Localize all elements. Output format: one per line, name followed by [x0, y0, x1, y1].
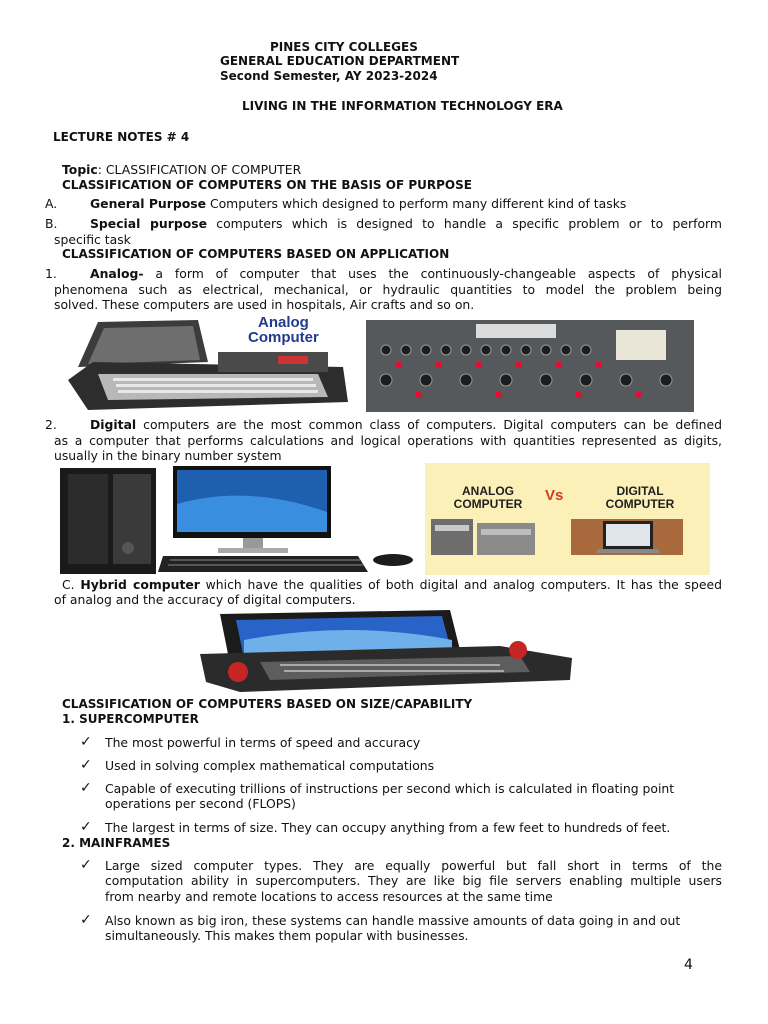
main-bullet-1-line2: computation ability in supercomputers. They are like big file servers enabling multiple users: [105, 873, 722, 888]
page-number: 4: [684, 957, 693, 973]
purpose-marker-b: B.: [45, 216, 58, 231]
hybrid-marker: C.: [62, 577, 75, 592]
topic-label: Topic: [62, 162, 98, 177]
super-bullet-3-line2: operations per second (FLOPS): [105, 796, 296, 811]
digital-term: Digital: [90, 417, 137, 432]
digital-line2: as a computer that performs calculations and logical operations with quantities represented as digits,: [54, 433, 722, 448]
analog-line2: phenomena such as electrical, mechanical, or hydraulic quantities to model the problem being: [54, 282, 722, 297]
digital-marker: 2.: [45, 417, 57, 432]
purpose-heading: CLASSIFICATION OF COMPUTERS ON THE BASIS OF PURPOSE: [62, 178, 472, 192]
analog-term: Analog-: [90, 266, 144, 281]
vs-label: Vs: [545, 487, 564, 504]
analog-caption: [248, 315, 319, 345]
purpose-marker-a: A.: [45, 196, 58, 211]
main-bullet-2-line1: Also known as big iron, these systems can handle massive amounts of data going in and out: [105, 913, 681, 928]
super-bullet-3-line1: Capable of executing trillions of instructions per second which is calculated in floating point: [105, 781, 675, 796]
supercomputer-title: 1. SUPERCOMPUTER: [62, 712, 199, 726]
lecture-number: LECTURE NOTES # 4: [53, 130, 190, 144]
digital-computer-image: [58, 464, 418, 576]
main-bullet-2-line2: simultaneously. This makes them popular with businesses.: [105, 928, 469, 943]
analog-computer-image: [68, 312, 353, 412]
analog-text-1: a form of computer that uses the continuously-changeable aspects of physical: [143, 266, 722, 281]
analog-caption-line1: Analog: [258, 314, 309, 331]
digital-line3: usually in the binary number system: [54, 448, 282, 463]
digital-text-1: computers are the most common class of computers. Digital computers can be defined: [136, 417, 722, 432]
main-bullet-1-line1: Large sized computer types. They are equally powerful but fall short in terms of the: [105, 858, 722, 873]
department-name: GENERAL EDUCATION DEPARTMENT: [220, 54, 460, 68]
general-purpose-item: [90, 196, 626, 211]
hybrid-line2: of analog and the accuracy of digital computers.: [54, 592, 356, 607]
main-bullet-1-line3: from nearby and remote locations to access resources at the same time: [105, 889, 553, 904]
application-heading: CLASSIFICATION OF COMPUTERS BASED ON APPLICATION: [62, 247, 450, 261]
size-heading: CLASSIFICATION OF COMPUTERS BASED ON SIZE/CAPABILITY: [62, 697, 473, 711]
semester-line: Second Semester, AY 2023-2024: [220, 69, 438, 83]
general-purpose-term: General Purpose: [90, 196, 207, 211]
mainframes-title: 2. MAINFRAMES: [62, 836, 171, 850]
course-title: LIVING IN THE INFORMATION TECHNOLOGY ERA: [242, 99, 563, 113]
vs-left-line1: ANALOG: [462, 484, 514, 498]
hybrid-computer-image: [200, 610, 575, 694]
vs-left-line2: COMPUTER: [453, 497, 523, 511]
special-purpose-term: Special purpose: [90, 216, 208, 231]
analog-panel-image: [366, 320, 694, 412]
check-icon: ✓: [80, 912, 92, 928]
super-bullet-4: The largest in terms of size. They can occupy anything from a few feet to hundreds of feet.: [105, 820, 671, 835]
check-icon: ✓: [80, 734, 92, 750]
school-name: PINES CITY COLLEGES: [270, 40, 418, 54]
special-purpose-text-cont: specific task: [54, 232, 131, 247]
hybrid-term: Hybrid computer: [80, 577, 200, 592]
analog-marker: 1.: [45, 266, 57, 281]
analog-line3: solved. These computers are used in hospitals, Air crafts and so on.: [54, 297, 475, 312]
super-bullet-1: The most powerful in terms of speed and accuracy: [105, 735, 421, 750]
check-icon: ✓: [80, 757, 92, 773]
vs-right-line2: COMPUTER: [605, 497, 675, 511]
digital-line1: [90, 417, 722, 433]
check-icon: ✓: [80, 857, 92, 873]
vs-right-line1: DIGITAL: [616, 484, 664, 498]
check-icon: ✓: [80, 819, 92, 835]
super-bullet-2: Used in solving complex mathematical computations: [105, 758, 435, 773]
analog-vs-digital-image: [425, 463, 710, 575]
special-purpose-text: computers which is designed to handle a specific problem or to perform: [207, 216, 722, 231]
topic-line: [62, 162, 301, 177]
check-icon: ✓: [80, 780, 92, 796]
hybrid-line1: [62, 577, 722, 593]
general-purpose-text: Computers which designed to perform many different kind of tasks: [206, 196, 627, 211]
analog-line1: [90, 266, 722, 282]
hybrid-text-1: which have the qualities of both digital and analog computers. It has the speed: [199, 577, 722, 592]
topic-text: : CLASSIFICATION OF COMPUTER: [97, 162, 302, 177]
analog-caption-line2: Computer: [248, 329, 319, 346]
special-purpose-item: [90, 216, 722, 232]
